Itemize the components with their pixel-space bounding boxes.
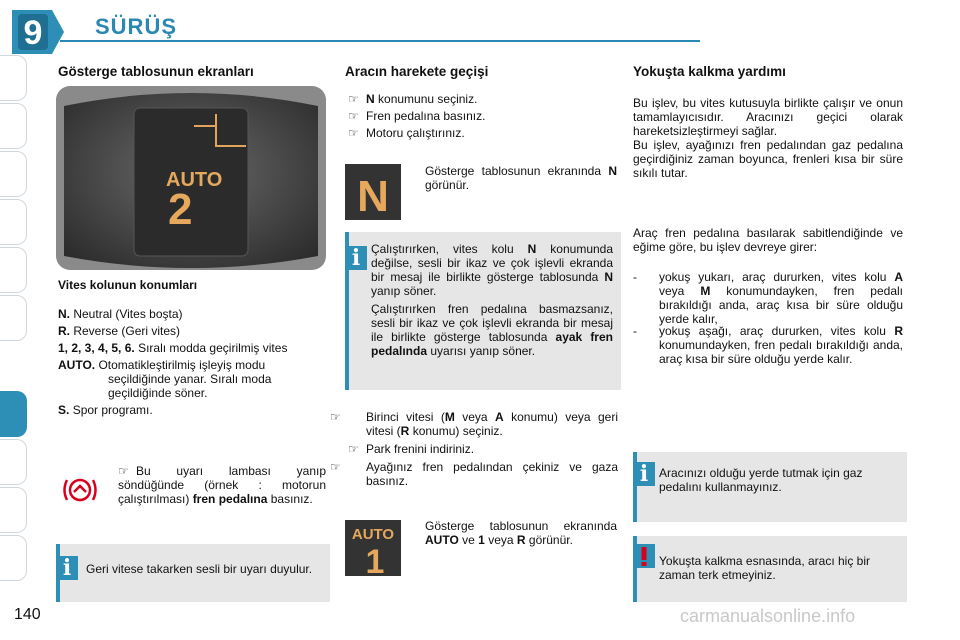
step-item: ☞ Park frenini indiriniz. [348,442,475,456]
warning-bullet: ☞ Bu uyarı lambası yanıp söndüğünde (örnek : motorun çalıştırılması) fren pedalına basınız. [118,464,326,506]
position-item: R. Reverse (Geri vites) [58,324,181,338]
col3-para-2: Bu işlev, ayağınızı fren pedalından gaz pedalına geçirdiğiniz zaman boyunca, frenleri kısa bir süre sıkılı tutar. [633,138,903,180]
page-number: 140 [14,606,41,623]
brake-warning-icon [62,474,98,506]
header-rule [60,40,700,42]
position-item: N. Neutral (Vites boşta) [58,307,183,321]
svg-text:AUTO: AUTO [351,526,395,543]
n-display-image [345,164,401,220]
bullet-icon: ☞ [330,460,341,474]
auto-display-image [345,520,401,576]
info-text: Çalıştırırken, vites kolu N konumunda değilse, sesli bir ikaz ve çok işlevli ekranda bir mesaj ile birlikte gösterge tablosunda N yanıp söner. Çalıştırırken fren pedalına basmazsanız, sesli bir ikaz ve çok işlevli ekranda bir mesaj ile birlikte gösterge tablosunda ayak fren pedalında uyarısı yanıp söner. [371,242,614,358]
step-item: ☞ Ayağınız fren pedalından çekiniz ve gaza basınız. [330,460,618,488]
warning-icon [633,544,655,568]
watermark: carmanualsonline.info [680,606,856,626]
bullet-icon: ☞ [348,126,359,140]
info-box-gas [633,452,907,522]
info-box-reverse [56,544,330,602]
col3-para-3: Araç fren pedalına basılarak sabitlendiğinde ve eğime göre, bu işlev devreye girer: [633,226,903,254]
dashboard-display-image [56,86,326,270]
svg-text:N: N [357,172,389,220]
positions-list [58,307,328,417]
info-text: Aracınızı olduğu yerde tutmak için gaz pedalını kullanmayınız. [659,466,863,494]
step-item: ☞ N konumunu seçiniz. [348,92,478,106]
chapter-badge [8,6,66,58]
chapter-tabs [0,55,30,575]
col3-para-1: Bu işlev, bu vites kutusuyla birlikte çalışır ve onun tamamlayıcısıdır. Aracınızı geçici olarak hareketsizleştirmeyi sağlar. [633,96,903,138]
bullet-icon: ☞ [348,109,359,123]
position-item: AUTO. Otomatikleştirilmiş işleyiş modu seçildiğinde yanar. Sıralı moda geçildiğinde söner. [58,358,272,400]
auto-display-caption: Gösterge tablosunun ekranında AUTO ve 1 veya R görünür. [425,519,617,547]
dash-gear-text: 2 [168,185,193,234]
col3-dash-2: - yokuş aşağı, araç dururken, vites kolu R konumundayken, fren pedalı bırakıldığı anda, araç kısa bir süre olduğu yerde kalır. [633,324,903,366]
chapter-tab[interactable] [0,55,27,101]
page-title: SÜRÜŞ [95,14,178,39]
svg-text:1: 1 [365,543,385,576]
steps-list-2 [330,410,618,488]
chapter-tab[interactable] [0,439,27,485]
chapter-tab[interactable] [0,151,27,197]
chapter-tab[interactable] [0,103,27,149]
step-item: ☞ Fren pedalına basınız. [348,109,486,123]
bullet-icon: ☞ [348,442,359,456]
info-icon: i [633,462,655,486]
position-item: 1, 2, 3, 4, 5, 6. Sıralı modda geçirilmiş vites [58,341,288,355]
chapter-tab[interactable] [0,295,27,341]
info-box-start [345,232,621,390]
col3-heading: Yokuşta kalkma yardımı [633,64,786,79]
col3-dash-1: - yokuş yukarı, araç dururken, vites kolu A veya M konumundayken, fren pedalı bırakıldığı anda, araç kısa bir süre olduğu yerde kalır, [633,270,903,326]
n-display-caption: Gösterge tablosunun ekranında N görünür. [425,164,617,192]
info-icon: i [345,246,367,270]
chapter-tab-active[interactable] [0,391,27,437]
steps-list-1 [348,92,618,140]
chapter-tab[interactable] [0,487,27,533]
dash-mode-text: AUTO [166,169,223,191]
chapter-tab[interactable] [0,199,27,245]
step-item: ☞ Motoru çalıştırınız. [348,126,465,140]
col2-heading: Aracın harekete geçişi [345,64,489,79]
bullet-icon: ☞ [348,92,359,106]
bullet-icon: ☞ [330,410,341,424]
col1-heading: Gösterge tablosunun ekranları [58,64,254,79]
chapter-number: 9 [23,14,43,52]
chapter-tab[interactable] [0,247,27,293]
chapter-tab[interactable] [0,535,27,581]
col1-subheading: Vites kolunun konumları [58,278,198,292]
warn-box [633,536,907,602]
info-icon: i [56,556,78,580]
step-item: ☞ Birinci vitesi (M veya A konumu) veya geri vitesi (R konumu) seçiniz. [330,410,618,438]
position-item: S. Spor programı. [58,403,153,417]
warn-text: Yokuşta kalkma esnasında, aracı hiç bir zaman terk etmeyiniz. [659,554,871,582]
info-text: Geri vitese takarken sesli bir uyarı duyulur. [86,562,313,576]
bullet-icon: ☞ [118,464,129,478]
